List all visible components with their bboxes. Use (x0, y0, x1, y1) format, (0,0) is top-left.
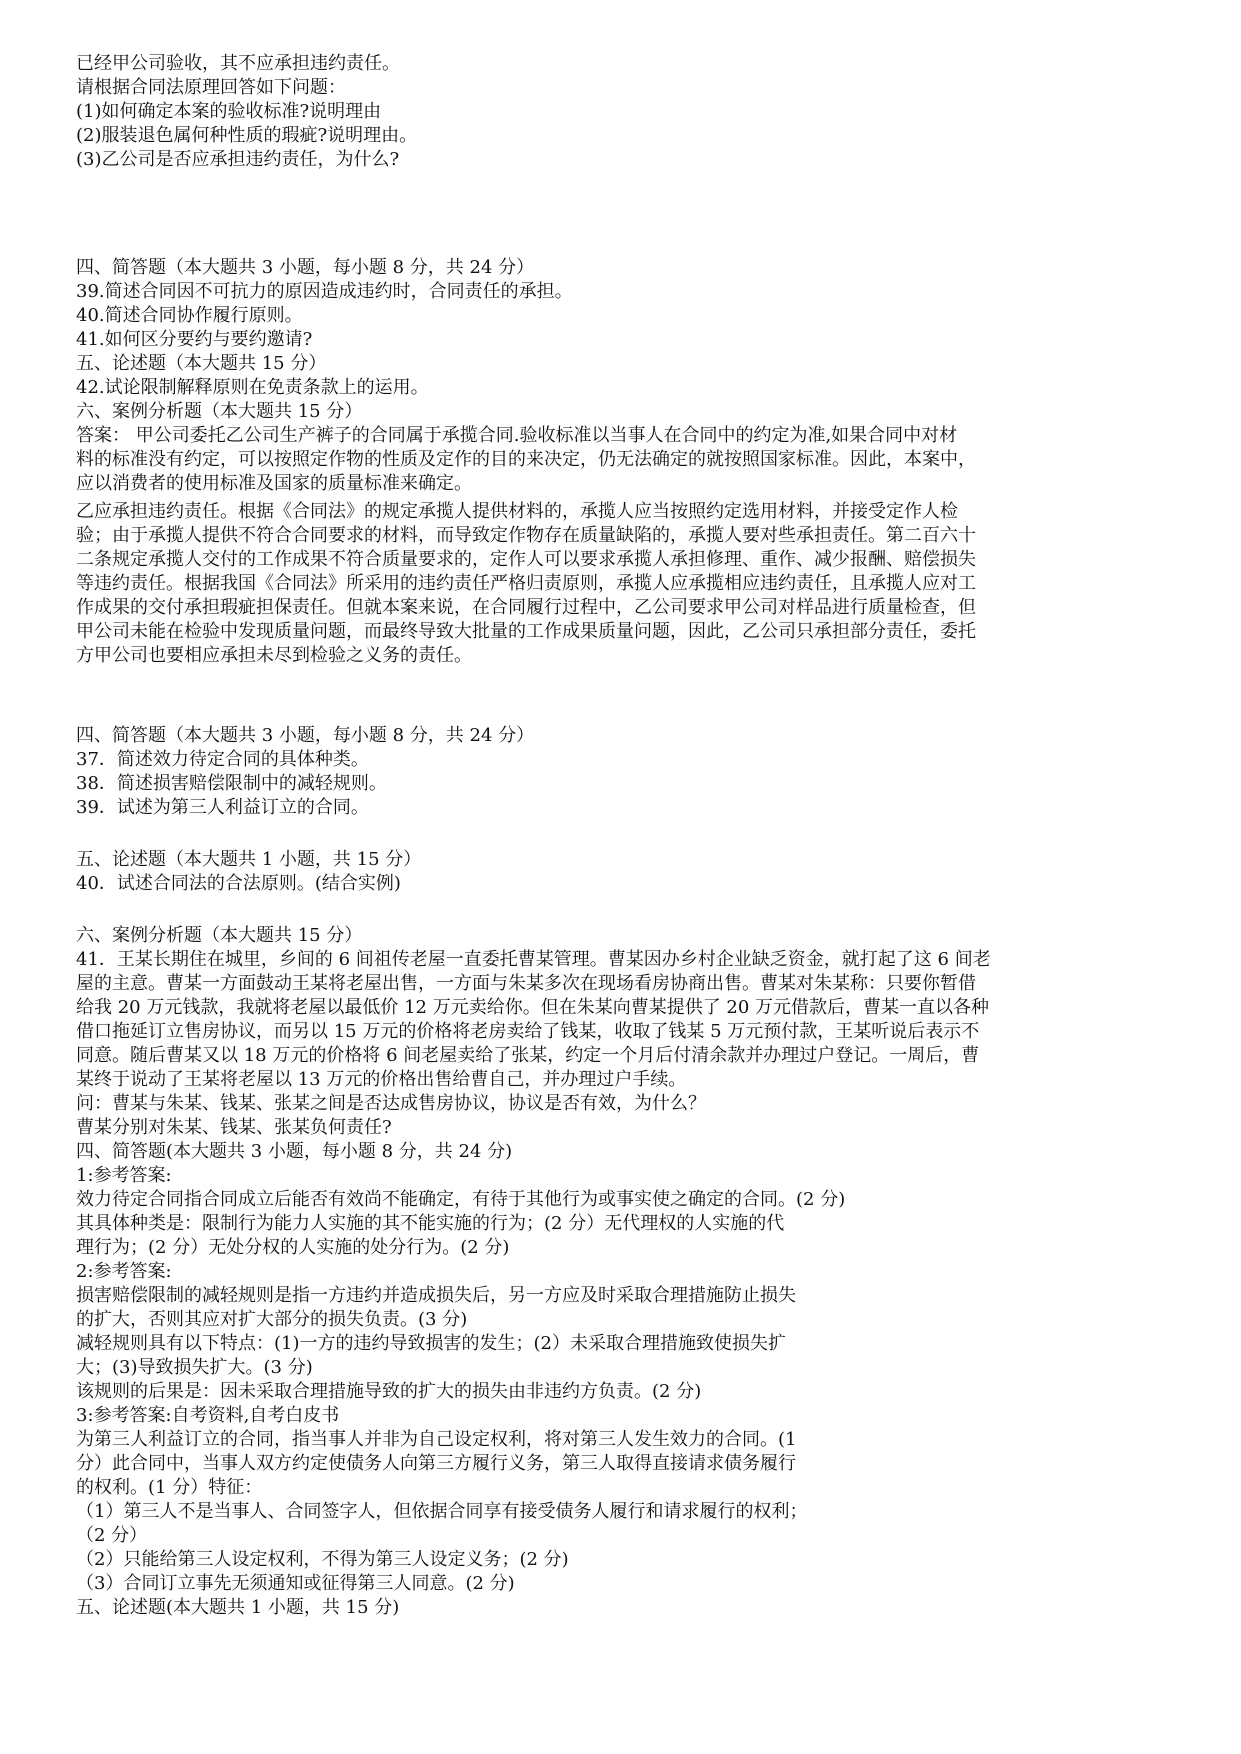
text-line: 大；(3)导致损失扩大。(3 分) (76, 1357, 313, 1378)
text-line: 37．简述效力待定合同的具体种类。 (76, 749, 369, 770)
text-line: 42.试论限制解释原则在免责条款上的运用。 (76, 377, 429, 398)
text-line: 2:参考答案: (76, 1261, 172, 1282)
text-line: 40.简述合同协作履行原则。 (76, 305, 303, 326)
text-line: 减轻规则具有以下特点：(1)一方的违约导致损害的发生；(2）未采取合理措施致使损失扩 (76, 1333, 786, 1354)
section-heading: 五、论述题（本大题共 1 小题，共 15 分） (76, 849, 422, 870)
text-line: 屋的主意。曹某一方面鼓动王某将老屋出售，一方面与朱某多次在现场看房协商出售。曹某对朱某称：只要你暂借 (76, 973, 976, 994)
text-line: 曹某分别对朱某、钱某、张某负何责任? (76, 1117, 392, 1138)
text-line: 41.如何区分要约与要约邀请? (76, 329, 313, 350)
section-heading: 四、简答题（本大题共 3 小题，每小题 8 分，共 24 分） (76, 725, 535, 746)
text-line: 效力待定合同指合同成立后能否有效尚不能确定，有待于其他行为或事实使之确定的合同。(2 分) (76, 1189, 846, 1210)
text-line: 方甲公司也要相应承担未尽到检验之义务的责任。 (76, 645, 472, 666)
text-line: (1)如何确定本案的验收标准?说明理由 (76, 101, 382, 122)
text-line: （1）第三人不是当事人、合同签字人，但依据合同享有接受债务人履行和请求履行的权利； (76, 1501, 808, 1522)
text-line: 同意。随后曹某又以 18 万元的价格将 6 间老屋卖给了张某，约定一个月后付清余款并办理过户登记。一周后，曹 (76, 1045, 980, 1066)
text-line: 38．简述损害赔偿限制中的减轻规则。 (76, 773, 387, 794)
section-heading: 五、论述题（本大题共 15 分） (76, 353, 327, 374)
text-line: 的扩大，否则其应对扩大部分的损失负责。(3 分) (76, 1309, 468, 1330)
text-line: 39.简述合同因不可抗力的原因造成违约时，合同责任的承担。 (76, 281, 573, 302)
text-line: （2）只能给第三人设定权利，不得为第三人设定义务；(2 分) (76, 1549, 569, 1570)
text-line: 请根据合同法原理回答如下问题： (76, 77, 346, 98)
text-line: 1:参考答案: (76, 1165, 172, 1186)
text-line: （3）合同订立事先无须通知或征得第三人同意。(2 分) (76, 1573, 515, 1594)
text-line: 41．王某长期住在城里，乡间的 6 间祖传老屋一直委托曹某管理。曹某因办乡村企业缺乏资金，就打起了这 6 间老 (76, 949, 991, 970)
text-line: 应以消费者的使用标准及国家的质量标准来确定。 (76, 473, 472, 494)
text-line: 的权利。(1 分）特征： (76, 1477, 263, 1498)
text-line: 乙应承担违约责任。根据《合同法》的规定承揽人提供材料的，承揽人应当按照约定选用材料，并接受定作人检 (76, 501, 958, 522)
text-line: (3)乙公司是否应承担违约责任，为什么? (76, 149, 400, 170)
text-line: 料的标准没有约定，可以按照定作物的性质及定作的目的来决定，仍无法确定的就按照国家标准。因此，本案中， (76, 449, 976, 470)
text-line: 理行为；(2 分）无处分权的人实施的处分行为。(2 分) (76, 1237, 510, 1258)
text-line: 已经甲公司验收，其不应承担违约责任。 (76, 53, 400, 74)
text-line: 为第三人利益订立的合同，指当事人并非为自己设定权利，将对第三人发生效力的合同。(1 (76, 1429, 797, 1450)
text-line: 借口拖延订立售房协议，而另以 15 万元的价格将老房卖给了钱某，收取了钱某 5 万元预付款，王某听说后表示不 (76, 1021, 980, 1042)
text-line: （2 分） (76, 1525, 148, 1546)
text-line: 某终于说动了王某将老屋以 13 万元的价格出售给曹自己，并办理过户手续。 (76, 1069, 687, 1090)
text-line: 分）此合同中，当事人双方约定使债务人向第三方履行义务，第三人取得直接请求债务履行 (76, 1453, 796, 1474)
section-heading: 四、简答题（本大题共 3 小题，每小题 8 分，共 24 分） (76, 257, 535, 278)
text-line: 40．试述合同法的合法原则。(结合实例) (76, 873, 401, 894)
text-line: 该规则的后果是：因未采取合理措施导致的扩大的损失由非违约方负责。(2 分) (76, 1381, 702, 1402)
text-line: 39．试述为第三人利益订立的合同。 (76, 797, 369, 818)
text-line: 答案： 甲公司委托乙公司生产裤子的合同属于承揽合同.验收标准以当事人在合同中的约定为准,如果合同中对材 (76, 425, 958, 446)
text-line: 给我 20 万元钱款，我就将老屋以最低价 12 万元卖给你。但在朱某向曹某提供了 20 万元借款后，曹某一直以各种 (76, 997, 990, 1018)
section-heading: 六、案例分析题（本大题共 15 分） (76, 401, 363, 422)
text-line: 其具体种类是：限制行为能力人实施的其不能实施的行为；(2 分）无代理权的人实施的代 (76, 1213, 785, 1234)
text-line: 二条规定承揽人交付的工作成果不符合质量要求的，定作人可以要求承揽人承担修理、重作、减少报酬、赔偿损失 (76, 549, 976, 570)
text-line: 等违约责任。根据我国《合同法》所采用的违约责任严格归责原则，承揽人应承揽相应违约责任，且承揽人应对工 (76, 573, 976, 594)
section-heading: 四、简答题(本大题共 3 小题，每小题 8 分，共 24 分) (76, 1141, 513, 1162)
text-line: 甲公司未能在检验中发现质量问题，而最终导致大批量的工作成果质量问题，因此，乙公司只承担部分责任，委托 (76, 621, 976, 642)
text-line: 问：曹某与朱某、钱某、张某之间是否达成售房协议，协议是否有效，为什么？ (76, 1093, 706, 1114)
text-line: 3:参考答案:自考资料,自考白皮书 (76, 1405, 340, 1426)
text-line: 验；由于承揽人提供不符合合同要求的材料，而导致定作物存在质量缺陷的，承揽人要对些承担责任。第二百六十 (76, 525, 976, 546)
text-line: (2)服装退色属何种性质的瑕疵?说明理由。 (76, 125, 418, 146)
section-heading: 六、案例分析题（本大题共 15 分） (76, 925, 363, 946)
text-line: 损害赔偿限制的减轻规则是指一方违约并造成损失后，另一方应及时采取合理措施防止损失 (76, 1285, 796, 1306)
text-line: 五、论述题(本大题共 1 小题，共 15 分) (76, 1597, 400, 1618)
text-line: 作成果的交付承担瑕疵担保责任。但就本案来说，在合同履行过程中，乙公司要求甲公司对样品进行质量检查，但 (76, 597, 976, 618)
